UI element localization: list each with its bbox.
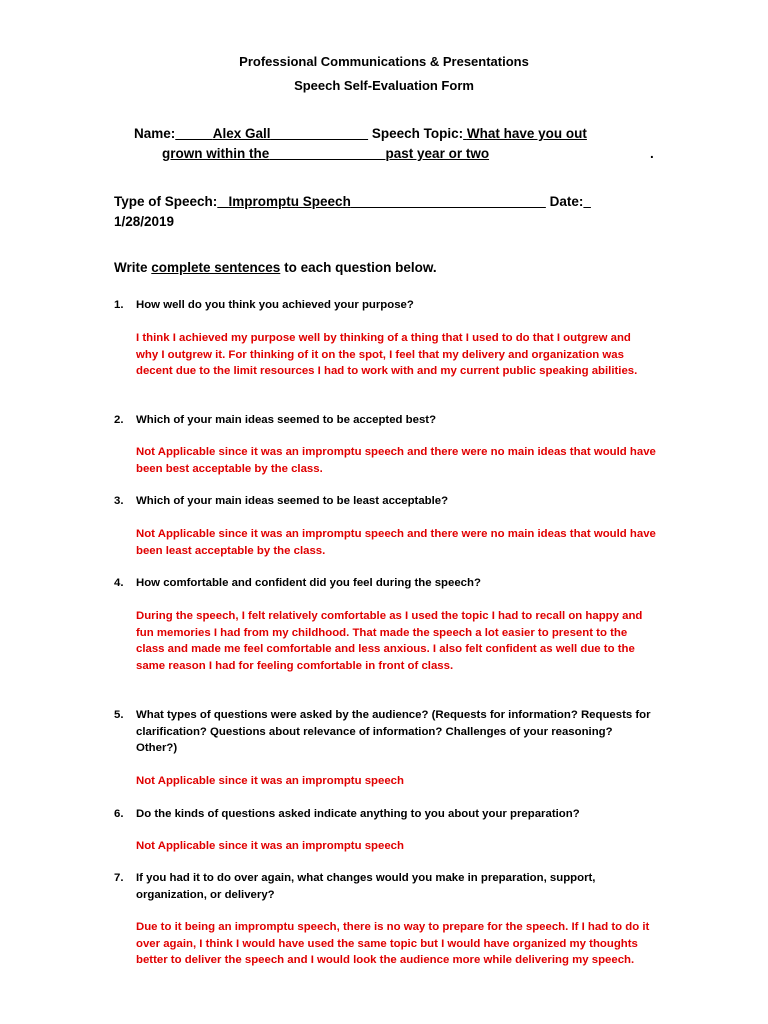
question-text: If you had it to do over again, what changes would you make in preparation, support, organization, or delivery? [136, 872, 596, 901]
answer-2: Not Applicable since it was an impromptu speech and there were no main ideas that would have been best acceptable by the class. [136, 446, 656, 475]
instructions-emphasis: complete sentences [151, 260, 281, 275]
name-label: Name: [134, 126, 176, 141]
type-date-row [114, 194, 591, 209]
form-title: Speech Self-Evaluation Form [294, 78, 474, 93]
topic-continuation-row [162, 146, 489, 161]
question-3: 3. Which of your main ideas seemed to be least acceptable? [114, 493, 654, 510]
date-label: Date: [549, 194, 584, 209]
question-6: 6. Do the kinds of questions asked indicate anything to you about your preparation? [114, 806, 654, 823]
topic-label: Speech Topic: [371, 126, 464, 141]
question-text: Which of your main ideas seemed to be accepted best? [136, 414, 437, 426]
question-text: Do the kinds of questions asked indicate anything to you about your preparation? [136, 808, 580, 820]
date-value: 1/28/2019 [114, 214, 175, 229]
question-text: How well do you think you achieved your purpose? [136, 299, 414, 311]
answer-3: Not Applicable since it was an impromptu speech and there were no main ideas that would have been least acceptable by the class. [136, 528, 656, 557]
name-value: Alex Gall [212, 126, 271, 141]
name-topic-row [134, 126, 587, 141]
answer-1: I think I achieved my purpose well by thinking of a thing that I used to do that I outgrew and why I outgrew it. For thinking of it on the spot, I feel that my delivery and organization was decent due to the limit resources I had to work with and my current public speaking abilities. [136, 332, 638, 378]
question-7: 7. If you had it to do over again, what changes would you make in preparation, support, organization, or delivery? [114, 870, 654, 903]
course-title: Professional Communications & Presentations [239, 54, 529, 69]
question-4: 4. How comfortable and confident did you feel during the speech? [114, 575, 654, 592]
answer-4: During the speech, I felt relatively comfortable as I used the topic I had to recall on happy and fun memories I had from my childhood. That made the speech a lot easier to present to the class and made me feel comfortable and less anxious. I also felt confident as well due to the same reason I had for feeling comfortable in front of class. [136, 610, 643, 672]
question-2: 2. Which of your main ideas seemed to be accepted best? [114, 412, 654, 429]
question-5: 5. What types of questions were asked by the audience? (Requests for information? Requests for clarification? Questions about relevance of information? Challenges of your reasoning? Other?) [114, 707, 654, 757]
answer-5: Not Applicable since it was an impromptu speech [136, 775, 404, 787]
question-1: 1. How well do you think you achieved your purpose? [114, 297, 654, 314]
answer-6: Not Applicable since it was an impromptu speech [136, 840, 404, 852]
answer-7: Due to it being an impromptu speech, there is no way to prepare for the speech. If I had to do it over again, I think I would have used the same topic but I would have organized my thoughts better to deliver the speech and I would look the audience more while delivering my speech. [136, 921, 650, 967]
question-text: How comfortable and confident did you feel during the speech? [136, 577, 481, 589]
topic-value-line2: grown within the past year or two [162, 146, 490, 161]
type-label: Type of Speech: [114, 194, 218, 209]
question-text: What types of questions were asked by the audience? (Requests for information? Requests for clarification? Questions about relevance of information? Challenges of your reasoning? Other?) [136, 709, 651, 755]
topic-value-line1: What have you out [466, 126, 587, 141]
question-text: Which of your main ideas seemed to be least acceptable? [136, 495, 449, 507]
topic-end-mark: . [650, 146, 654, 161]
type-value: Impromptu Speech [228, 194, 351, 209]
instructions: Write complete sentences to each question below. [114, 260, 437, 275]
